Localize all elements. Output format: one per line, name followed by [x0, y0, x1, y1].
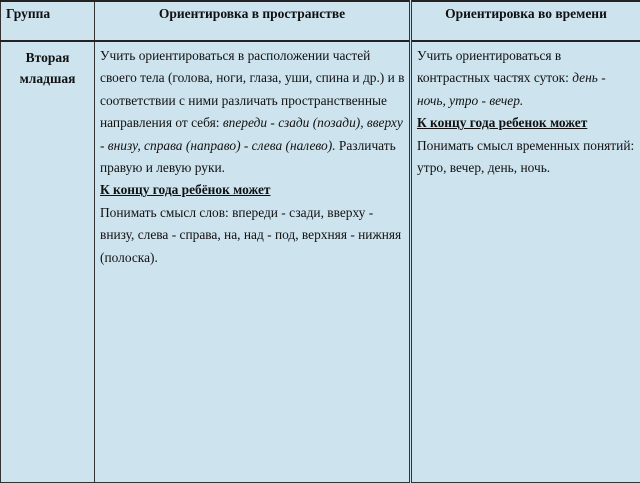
time-p1-text: Учить ориентироваться в контрастных частях суток: — [417, 48, 572, 85]
time-subheading: К концу года ребенок может — [417, 112, 636, 134]
group-name-line2: младшая — [1, 68, 94, 89]
space-orientation-cell — [95, 41, 411, 483]
space-subheading: К концу года ребёнок может — [100, 179, 405, 201]
time-p1-italic: день - ночь, утро - вечер. — [417, 70, 606, 107]
space-p1-italic: впереди - сзади (позади), вверху - внизу, справа (направо) - слева (налево). — [100, 115, 403, 152]
space-p1-text: Учить ориентироваться в расположении частей своего тела (голова, ноги, глаза, уши, спина и др.) и в соответствии с ними различать пространственные направления от себя: — [100, 48, 404, 130]
group-cell — [1, 41, 95, 483]
space-paragraph-1 — [100, 45, 405, 179]
table-row — [1, 41, 640, 483]
time-orientation-cell — [411, 41, 640, 483]
header-group: Группа — [1, 1, 95, 41]
time-paragraph-1 — [417, 45, 636, 112]
space-paragraph-2: Понимать смысл слов: впереди - сзади, вверху - внизу, слева - справа, на, над - под, верхняя - нижняя (полоска). — [100, 202, 405, 269]
header-row — [1, 1, 640, 41]
header-time-orientation: Ориентировка во времени — [411, 1, 640, 41]
space-p1-tail: Различать правую и левую руки. — [100, 138, 396, 175]
group-name-line1: Вторая — [1, 47, 94, 68]
time-paragraph-2: Понимать смысл временных понятий: утро, вечер, день, ночь. — [417, 135, 636, 180]
header-space-orientation: Ориентировка в пространстве — [95, 1, 411, 41]
